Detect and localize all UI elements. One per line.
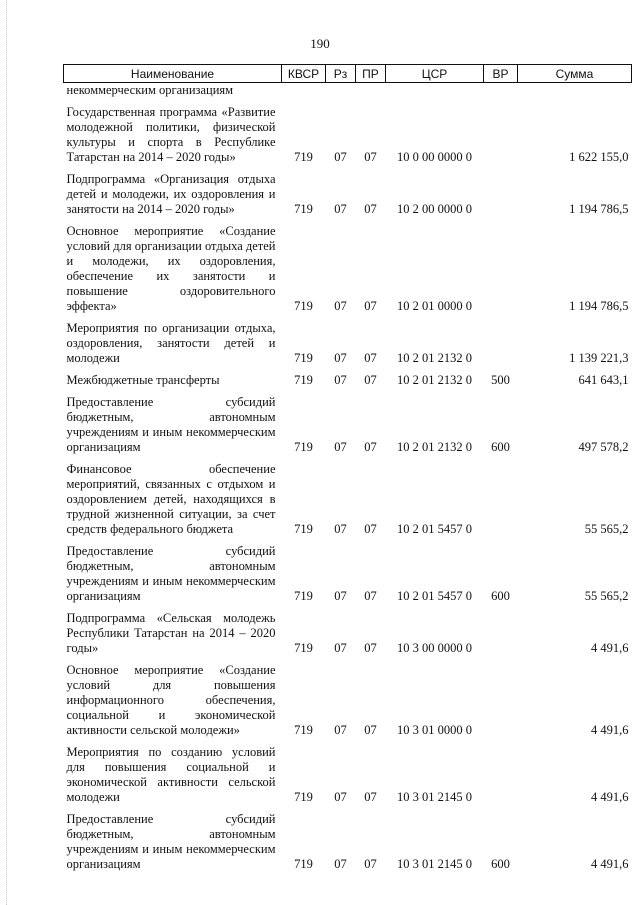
- table-row-continuation: [64, 83, 632, 102]
- row-rz: 07: [334, 299, 347, 313]
- row-name: Межбюджетные трансферты: [66, 373, 220, 387]
- row-pr: 07: [364, 589, 377, 603]
- row-pr: 07: [364, 857, 377, 871]
- table-row: [64, 458, 632, 540]
- row-pr: 07: [364, 373, 377, 387]
- row-sum: 55 565,2: [584, 522, 629, 536]
- row-sum: 4 491,6: [591, 790, 629, 804]
- header-name: Наименование: [64, 65, 282, 83]
- row-name: Предоставление субсидий бюджетным, автономным учреждениям и иным некоммерческим организациям: [66, 812, 276, 871]
- row-name: Предоставление субсидий бюджетным, автономным учреждениям и иным некоммерческим организациям: [66, 395, 276, 454]
- row-kvsr: 719: [294, 150, 313, 164]
- row-vr: 600: [491, 589, 510, 603]
- row-pr: 07: [364, 299, 377, 313]
- row-kvsr: 719: [294, 373, 313, 387]
- row-pr: 07: [364, 522, 377, 536]
- row-rz: 07: [334, 440, 347, 454]
- row-name: Финансовое обеспечение мероприятий, связанных с отдыхом и оздоровлением детей, находящихся в трудной жизненной ситуации, за счет средств федерального бюджета: [66, 462, 276, 536]
- row-kvsr: 719: [294, 351, 313, 365]
- header-sum: Сумма: [518, 65, 632, 83]
- row-name: Основное мероприятие «Создание условий для организации отдыха детей и молодежи, их оздоровления, обеспечение их занятости и повышение оздоровительного эффекта»: [66, 224, 276, 313]
- row-vr: 500: [491, 373, 510, 387]
- row-vr: 600: [491, 857, 510, 871]
- header-csr: ЦСР: [386, 65, 484, 83]
- row-rz: 07: [334, 790, 347, 804]
- row-name: Подпрограмма «Сельская молодежь Республики Татарстан на 2014 – 2020 годы»: [66, 611, 276, 655]
- row-rz: 07: [334, 723, 347, 737]
- row-name: Государственная программа «Развитие молодежной политики, физической культуры и спорта в Республике Татарстан на 2014 – 2020 годы»: [66, 105, 276, 164]
- row-kvsr: 719: [294, 790, 313, 804]
- table-row: [64, 808, 632, 875]
- row-rz: 07: [334, 522, 347, 536]
- table-row: [64, 607, 632, 659]
- table-row: [64, 391, 632, 458]
- row-vr: [484, 220, 518, 317]
- row-sum: 4 491,6: [591, 723, 629, 737]
- row-sum: 4 491,6: [591, 857, 629, 871]
- table-header-row: [64, 65, 632, 83]
- row-csr: 10 2 01 5457 0: [397, 589, 472, 603]
- row-vr: [484, 659, 518, 741]
- row-csr: 10 2 01 5457 0: [397, 522, 472, 536]
- row-vr: [484, 101, 518, 168]
- row-sum: 1 622 155,0: [569, 150, 629, 164]
- row-vr: 600: [491, 440, 510, 454]
- table-row: [64, 540, 632, 607]
- row-pr: 07: [364, 723, 377, 737]
- row-sum: 497 578,2: [578, 440, 629, 454]
- row-kvsr: 719: [294, 641, 313, 655]
- row-kvsr: 719: [294, 723, 313, 737]
- row-pr: 07: [364, 351, 377, 365]
- row-csr: 10 2 01 2132 0: [397, 440, 472, 454]
- row-csr: 10 0 00 0000 0: [397, 150, 472, 164]
- table-row: [64, 220, 632, 317]
- row-vr: [484, 317, 518, 369]
- row-csr: 10 3 01 2145 0: [397, 790, 472, 804]
- row-pr: 07: [364, 150, 377, 164]
- row-pr: 07: [364, 202, 377, 216]
- row-csr: 10 3 01 2145 0: [397, 857, 472, 871]
- row-vr: [484, 607, 518, 659]
- row-rz: 07: [334, 351, 347, 365]
- row-pr: 07: [364, 641, 377, 655]
- row-vr: [484, 741, 518, 808]
- row-sum: 1 139 221,3: [569, 351, 629, 365]
- row-rz: 07: [334, 857, 347, 871]
- row-name: Предоставление субсидий бюджетным, автономным учреждениям и иным некоммерческим организациям: [66, 544, 276, 603]
- table-row: [64, 101, 632, 168]
- row-kvsr: 719: [294, 202, 313, 216]
- row-vr: [484, 458, 518, 540]
- table-row: [64, 168, 632, 220]
- table-row: [64, 741, 632, 808]
- row-rz: 07: [334, 373, 347, 387]
- row-sum: 1 194 786,5: [569, 299, 629, 313]
- budget-table: [63, 64, 632, 875]
- row-kvsr: 719: [294, 522, 313, 536]
- table-body: [64, 83, 632, 876]
- row-pr: 07: [364, 440, 377, 454]
- header-rz: Рз: [326, 65, 356, 83]
- row-kvsr: 719: [294, 299, 313, 313]
- row-name: Подпрограмма «Организация отдыха детей и молодежи, их оздоровления и занятости на 2014 – 2020 годы»: [66, 172, 276, 216]
- page-margin-line: [6, 0, 8, 905]
- row-rz: 07: [334, 641, 347, 655]
- row-csr: 10 3 00 0000 0: [397, 641, 472, 655]
- row-sum: 55 565,2: [584, 589, 629, 603]
- row-name: Основное мероприятие «Создание условий для повышения информационного обеспечения, социальной и экономической активности сельской молодежи»: [66, 663, 276, 737]
- row-sum: 1 194 786,5: [569, 202, 629, 216]
- row-kvsr: 719: [294, 857, 313, 871]
- row-name: некоммерческим организациям: [66, 83, 234, 97]
- table-row: [64, 659, 632, 741]
- row-rz: 07: [334, 202, 347, 216]
- row-rz: 07: [334, 589, 347, 603]
- row-csr: 10 2 00 0000 0: [397, 202, 472, 216]
- page-number: 190: [310, 36, 330, 51]
- row-rz: 07: [334, 150, 347, 164]
- header-pr: ПР: [356, 65, 386, 83]
- row-kvsr: 719: [294, 589, 313, 603]
- row-csr: 10 2 01 2132 0: [397, 373, 472, 387]
- row-pr: 07: [364, 790, 377, 804]
- header-vr: ВР: [484, 65, 518, 83]
- row-name: Мероприятия по организации отдыха, оздоровления, занятости детей и молодежи: [66, 321, 276, 365]
- row-csr: 10 2 01 2132 0: [397, 351, 472, 365]
- row-sum: 4 491,6: [591, 641, 629, 655]
- row-kvsr: 719: [294, 440, 313, 454]
- table-row: [64, 317, 632, 369]
- table-row: [64, 369, 632, 391]
- row-vr: [484, 168, 518, 220]
- row-csr: 10 3 01 0000 0: [397, 723, 472, 737]
- row-csr: 10 2 01 0000 0: [397, 299, 472, 313]
- row-name: Мероприятия по созданию условий для повышения социальной и экономической активности сельской молодежи: [66, 745, 276, 804]
- row-sum: 641 643,1: [578, 373, 629, 387]
- header-kvsr: КВСР: [282, 65, 326, 83]
